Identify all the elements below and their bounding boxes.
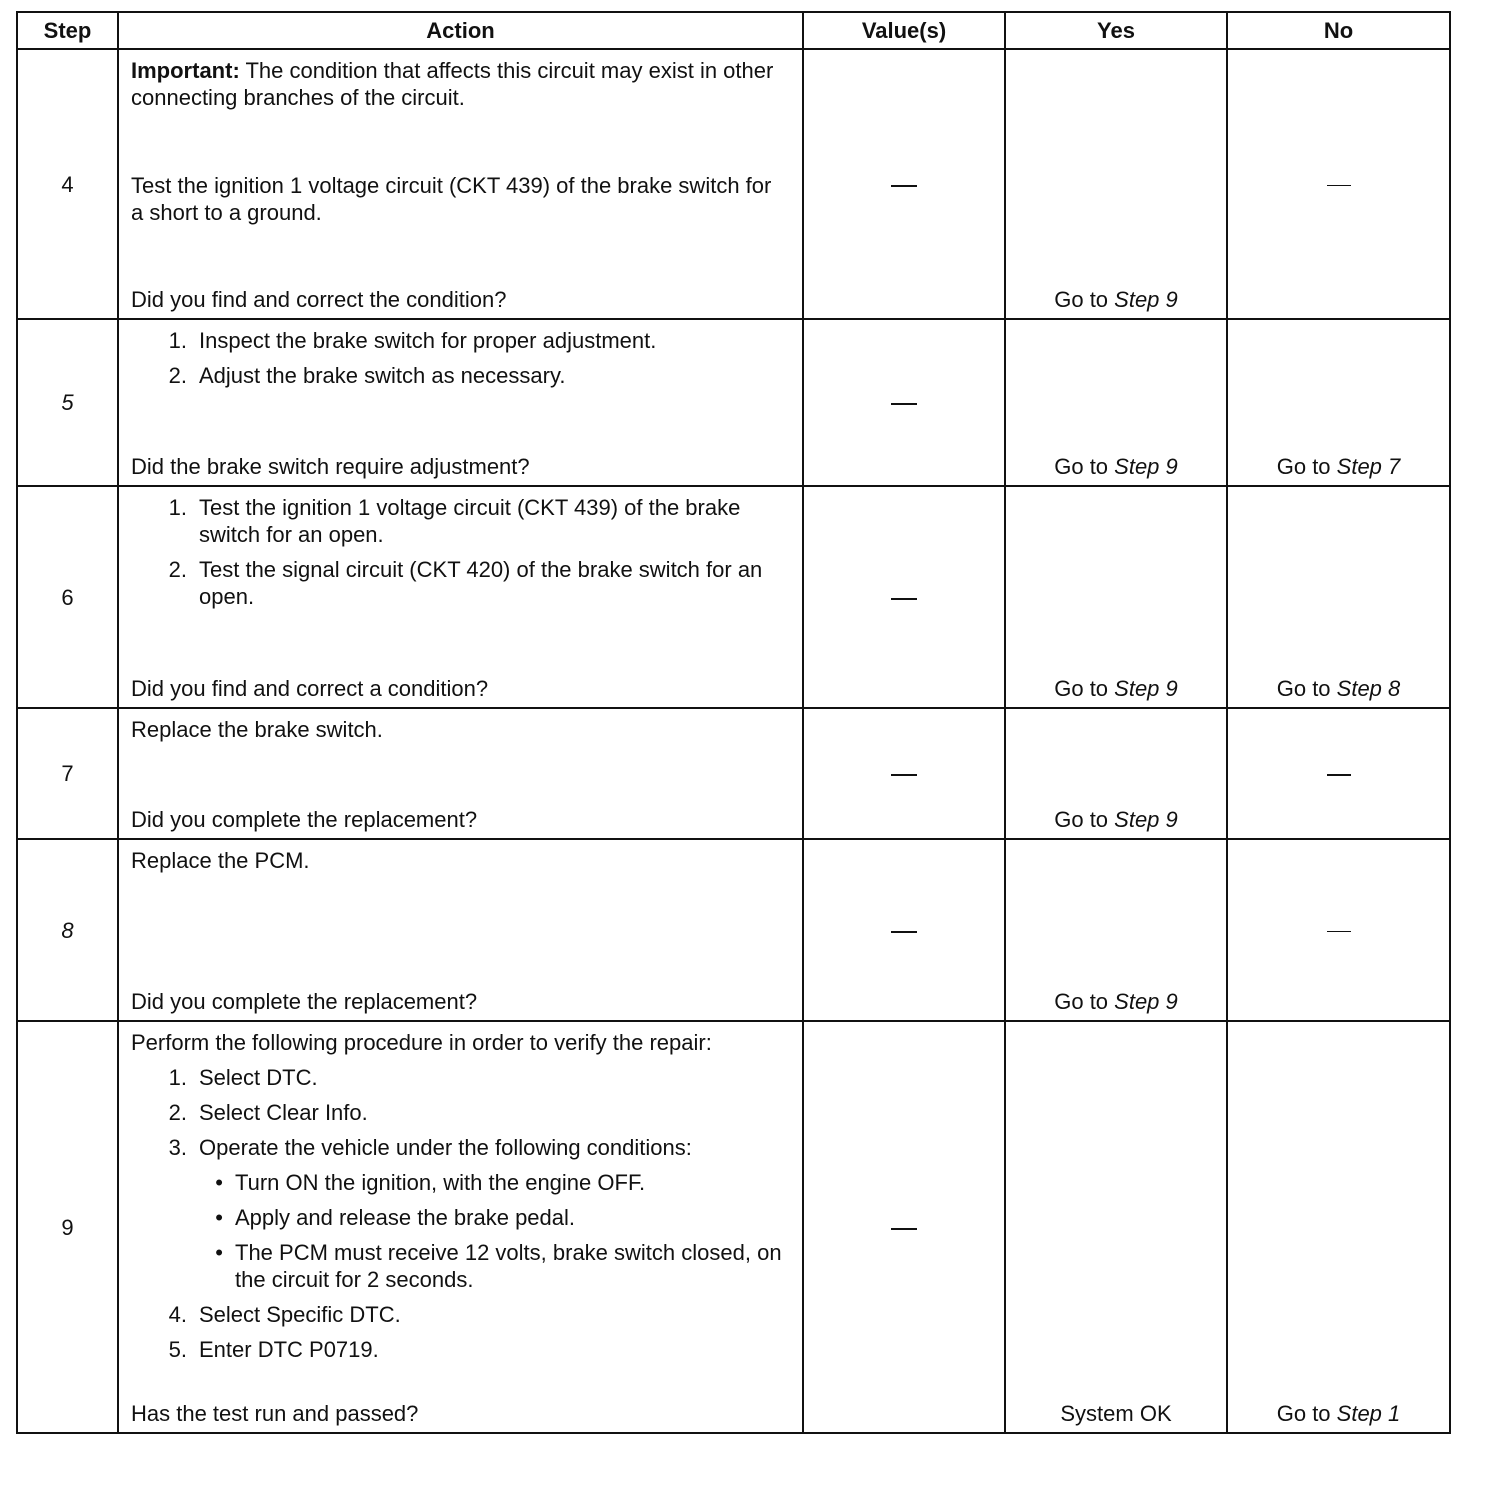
value-cell xyxy=(803,708,1005,839)
yes-prefix: Go to xyxy=(1054,676,1115,701)
list-item: 2. Adjust the brake switch as necessary. xyxy=(168,363,566,388)
yes-step-link[interactable]: Step 9 xyxy=(1114,989,1178,1014)
action-question: Has the test run and passed? xyxy=(131,1401,419,1426)
list-item: 2. Test the signal circuit (CKT 420) of the brake switch for an open. xyxy=(168,557,763,609)
value-cell xyxy=(803,319,1005,486)
yes-step-link[interactable]: Step 9 xyxy=(1114,807,1178,832)
header-yes: Yes xyxy=(1005,12,1227,49)
no-cell xyxy=(1227,319,1450,486)
header-action: Action xyxy=(118,12,803,49)
action-question: Did the brake switch require adjustment? xyxy=(131,454,530,479)
no-cell xyxy=(1227,708,1450,839)
step-number: 4 xyxy=(17,49,118,319)
action-cell xyxy=(118,49,803,319)
yes-cell xyxy=(1005,1021,1227,1433)
yes-step-link[interactable]: Step 9 xyxy=(1114,287,1178,312)
step-number: 9 xyxy=(17,1021,118,1433)
list-item: 1. Test the ignition 1 voltage circuit (CKT 439) of the brake switch for an open. xyxy=(168,495,741,547)
bullet-list xyxy=(131,1169,782,1293)
action-question: Did you find and correct the condition? xyxy=(131,287,507,312)
no-step-link[interactable]: Step 7 xyxy=(1336,454,1401,479)
yes-step-link[interactable]: Step 9 xyxy=(1114,676,1178,701)
action-question: Did you complete the replacement? xyxy=(131,807,478,832)
bullet-item: • Turn ON the ignition, with the engine OFF. xyxy=(215,1170,646,1195)
table-header-row xyxy=(17,12,1450,49)
bullet-item: • The PCM must receive 12 volts, brake switch closed, on the circuit for 2 seconds. xyxy=(215,1240,782,1292)
header-values: Value(s) xyxy=(803,12,1005,49)
dash xyxy=(1327,185,1351,187)
bullet-item: • Apply and release the brake pedal. xyxy=(215,1205,576,1230)
list-item: 4. Select Specific DTC. xyxy=(168,1302,401,1327)
diagnostic-table-container xyxy=(16,11,1449,1434)
dash xyxy=(891,1228,917,1230)
list-item: 5. Enter DTC P0719. xyxy=(168,1337,379,1362)
action-cell xyxy=(118,486,803,708)
important-label: Important: xyxy=(131,58,240,83)
dash xyxy=(891,403,917,405)
numbered-list xyxy=(131,494,782,610)
important-note xyxy=(131,57,782,111)
value-cell xyxy=(803,486,1005,708)
action-cell xyxy=(118,839,803,1021)
table-row-step-5 xyxy=(17,319,1450,486)
yes-prefix: Go to xyxy=(1054,287,1115,312)
no-step-link[interactable]: Step 1 xyxy=(1336,1401,1401,1426)
list-item: 1. Inspect the brake switch for proper adjustment. xyxy=(168,328,657,353)
list-item: 3. Operate the vehicle under the following conditions: xyxy=(168,1135,692,1160)
no-step-link[interactable]: Step 8 xyxy=(1336,676,1401,701)
system-ok-text: System OK xyxy=(1060,1401,1172,1426)
numbered-list xyxy=(131,327,782,389)
value-cell xyxy=(803,1021,1005,1433)
step-number: 5 xyxy=(17,319,118,486)
action-cell xyxy=(118,708,803,839)
dash xyxy=(1327,931,1351,933)
table-row-step-8 xyxy=(17,839,1450,1021)
no-cell xyxy=(1227,486,1450,708)
no-cell xyxy=(1227,49,1450,319)
list-item: 2. Select Clear Info. xyxy=(168,1100,368,1125)
dash xyxy=(891,598,917,600)
value-cell xyxy=(803,49,1005,319)
action-question: Did you complete the replacement? xyxy=(131,989,478,1014)
step-number: 6 xyxy=(17,486,118,708)
table-row-step-9 xyxy=(17,1021,1450,1433)
important-text: The condition that affects this circuit may exist in other connecting branches of the circuit. xyxy=(131,58,774,110)
dash xyxy=(1327,774,1351,776)
action-text: Test the ignition 1 voltage circuit (CKT 439) of the brake switch for a short to a ground. xyxy=(131,172,772,225)
no-cell xyxy=(1227,1021,1450,1433)
yes-step-link[interactable]: Step 9 xyxy=(1114,454,1178,479)
action-cell xyxy=(118,1021,803,1433)
header-no: No xyxy=(1227,12,1450,49)
dash xyxy=(891,774,917,776)
no-cell xyxy=(1227,839,1450,1021)
yes-prefix: Go to xyxy=(1054,807,1115,832)
action-text: Perform the following procedure in order to verify the repair: xyxy=(131,1030,712,1055)
header-step: Step xyxy=(17,12,118,49)
numbered-list xyxy=(131,1064,782,1161)
action-text: Replace the PCM. xyxy=(131,848,310,873)
dash xyxy=(891,185,917,187)
no-prefix: Go to xyxy=(1276,1401,1337,1426)
table-row-step-4 xyxy=(17,49,1450,319)
yes-cell xyxy=(1005,839,1227,1021)
action-cell xyxy=(118,319,803,486)
no-prefix: Go to xyxy=(1276,676,1337,701)
action-question: Did you find and correct a condition? xyxy=(131,676,489,701)
diagnostic-table xyxy=(16,11,1451,1434)
action-text: Replace the brake switch. xyxy=(131,717,383,742)
list-item: 1. Select DTC. xyxy=(168,1065,318,1090)
table-row-step-6 xyxy=(17,486,1450,708)
yes-prefix: Go to xyxy=(1054,989,1115,1014)
yes-prefix: Go to xyxy=(1054,454,1115,479)
step-number: 8 xyxy=(17,839,118,1021)
yes-cell xyxy=(1005,708,1227,839)
yes-cell xyxy=(1005,49,1227,319)
yes-cell xyxy=(1005,486,1227,708)
no-prefix: Go to xyxy=(1276,454,1337,479)
dash xyxy=(891,931,917,933)
numbered-list-continued xyxy=(131,1301,782,1363)
step-number: 7 xyxy=(17,708,118,839)
value-cell xyxy=(803,839,1005,1021)
yes-cell xyxy=(1005,319,1227,486)
table-row-step-7 xyxy=(17,708,1450,839)
